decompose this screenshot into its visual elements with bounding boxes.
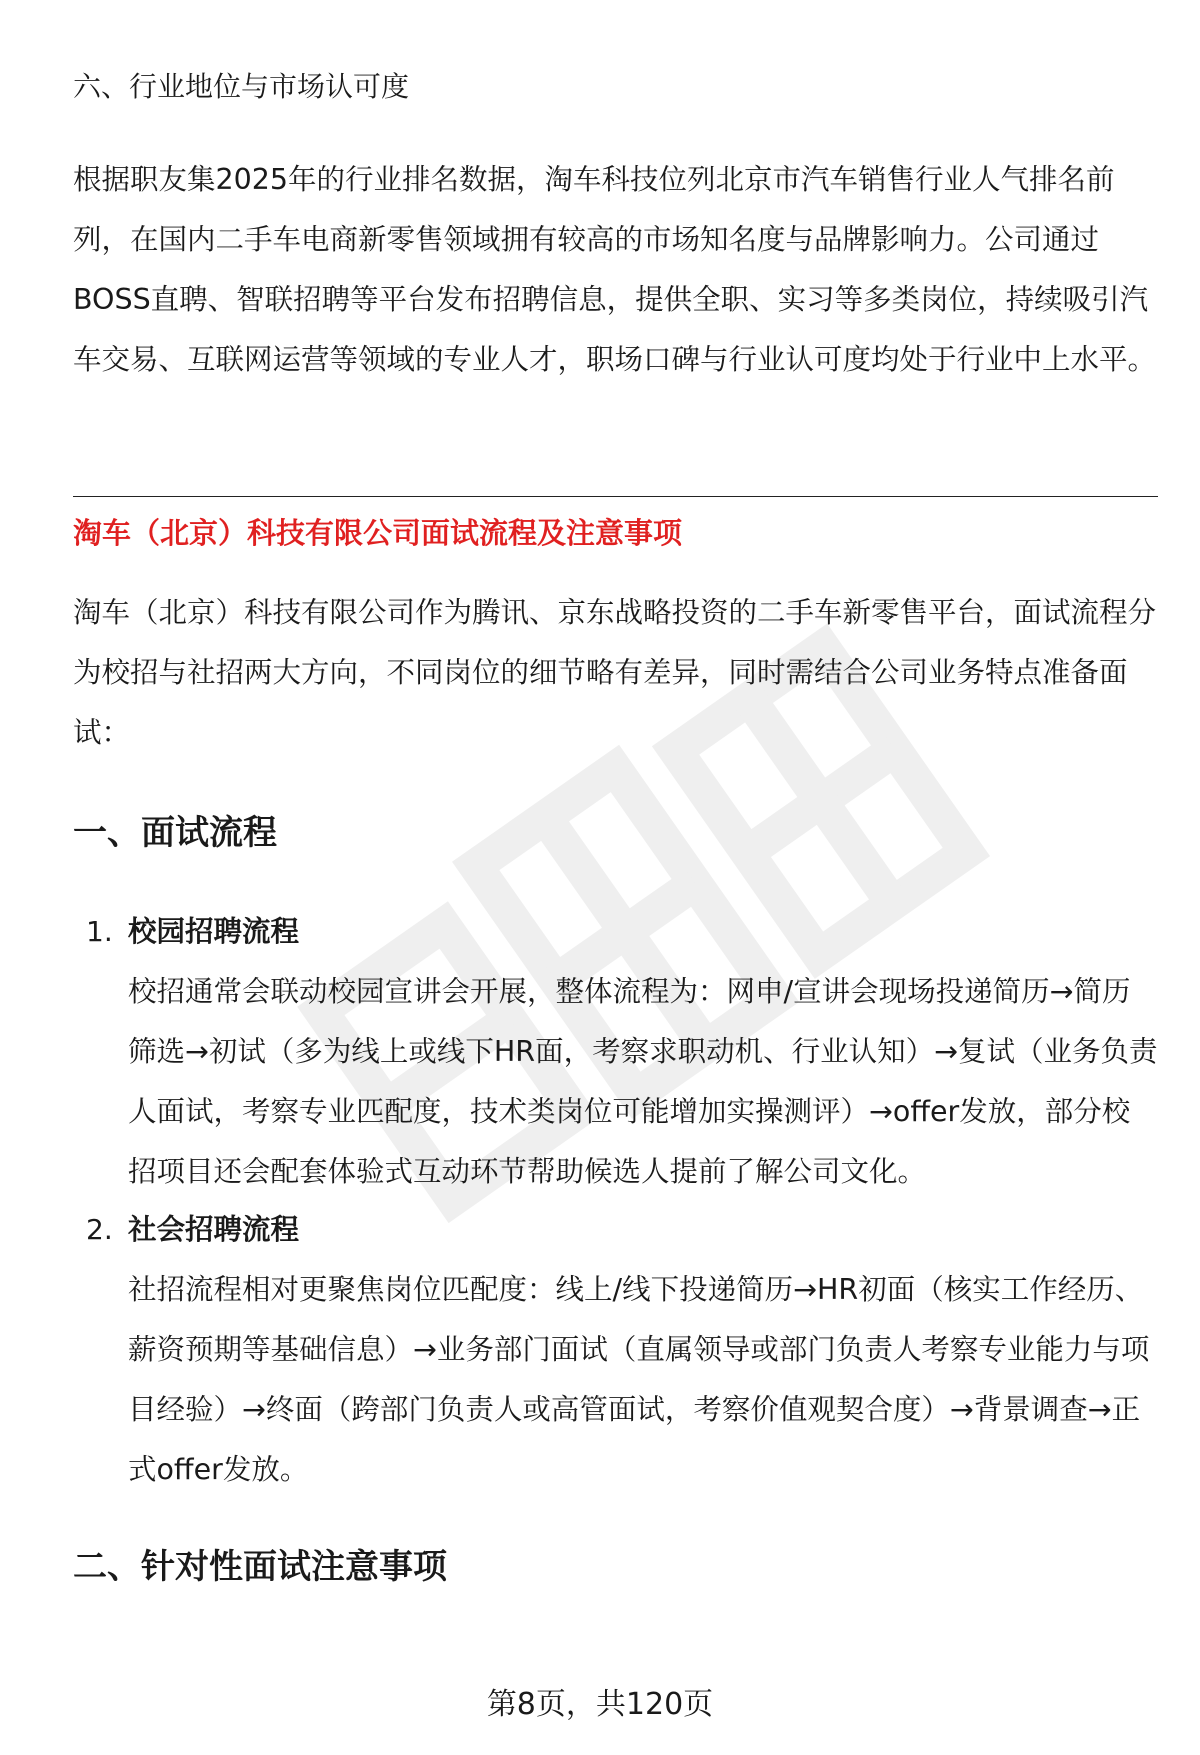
page-number: 第8页，共120页 — [486, 1687, 714, 1722]
list-item-title: 校园招聘流程 — [128, 915, 300, 948]
list-item-number: 2. — [86, 1213, 113, 1246]
list-item-social — [73, 1200, 1158, 1500]
interview-title: 淘车（北京）科技有限公司面试流程及注意事项 — [73, 516, 683, 550]
section-six-heading: 六、行业地位与市场认可度 — [73, 70, 410, 103]
heading-interview-process: 一、面试流程 — [73, 813, 277, 853]
list-item-campus — [73, 902, 1158, 1202]
list-item-title: 社会招聘流程 — [128, 1213, 300, 1246]
section-divider — [73, 496, 1158, 497]
interview-intro: 淘车（北京）科技有限公司作为腾讯、京东战略投资的二手车新零售平台，面试流程分为校招与社招两大方向，不同岗位的细节略有差异，同时需结合公司业务特点准备面试： — [73, 596, 1157, 749]
section-six-paragraph: 根据职友集2025年的行业排名数据，淘车科技位列北京市汽车销售行业人气排名前列，在国内二手车电商新零售领域拥有较高的市场知名度与品牌影响力。公司通过BOSS直聘、智联招聘等平台发布招聘信息，提供全职、实习等多类岗位，持续吸引汽车交易、互联网运营等领域的专业人才，职场口碑与行业认可度均处于行业中上水平。 — [73, 163, 1157, 376]
list-item-body: 校招通常会联动校园宣讲会开展，整体流程为：网申/宣讲会现场投递简历→简历筛选→初试（多为线上或线下HR面，考察求职动机、行业认知）→复试（业务负责人面试，考察专业匹配度，技术类岗位可能增加实操测评）→offer发放，部分校招项目还会配套体验式互动环节帮助候选人提前了解公司文化。 — [128, 975, 1158, 1188]
list-item-body: 社招流程相对更聚焦岗位匹配度：线上/线下投递简历→HR初面（核实工作经历、薪资预期等基础信息）→业务部门面试（直属领导或部门负责人考察专业能力与项目经验）→终面（跨部门负责人或高管面试，考察价值观契合度）→背景调查→正式offer发放。 — [128, 1273, 1150, 1486]
heading-interview-notes: 二、针对性面试注意事项 — [73, 1547, 447, 1587]
list-item-number: 1. — [86, 915, 113, 948]
